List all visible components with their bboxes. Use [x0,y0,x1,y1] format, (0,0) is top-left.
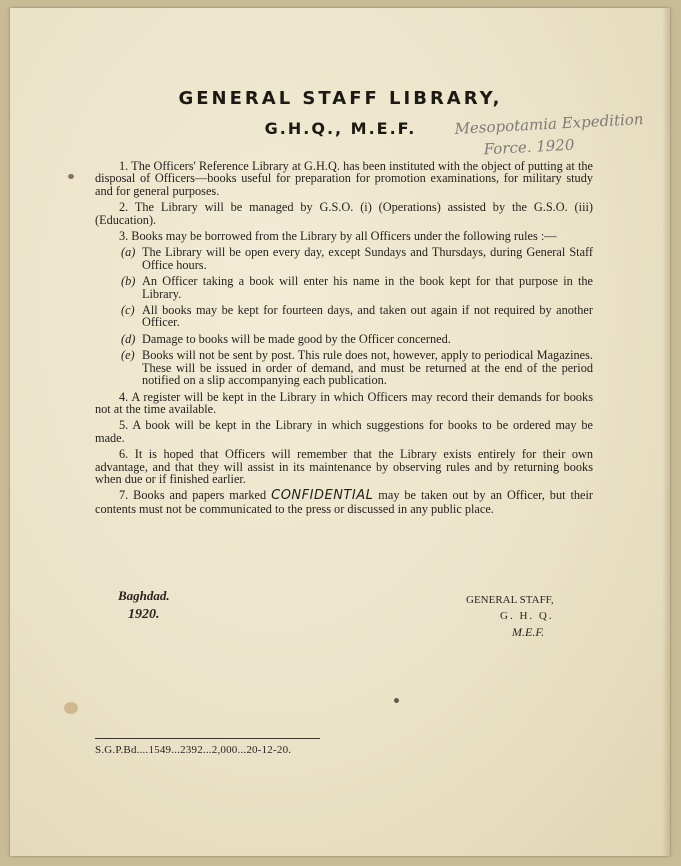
rule-c [95,304,593,329]
confidential-marking: CONFIDENTIAL [271,488,374,504]
place-year: 1920. [128,607,160,622]
paragraph-7-end: may be taken out by an Officer, but their contents must not be communicated to the press or discussed in any public place. [95,488,593,516]
rule-text: Damage to books will be made good by the Officer concerned. [142,331,451,346]
document-subtitle: G.H.Q., M.E.F. [264,119,417,138]
rule-text: An Officer taking a book will enter his name in the book kept for that purpose in the Library. [142,274,593,301]
rule-label: (a) [121,245,136,260]
rule-text: Books will not be sent by post. This rule does not, however, apply to periodical Magazines. These will be issued in order of demand, and must be returned at the end of the period notified on a slip accompanying each publication. [142,348,593,388]
rule-label: (b) [121,274,136,289]
paragraph-1: 1. The Officers' Reference Library at G.H.Q. has been instituted with the object of putting at the disposal of Officers—books useful for preparation for promotion examinations, for military study and for general purposes. [95,159,593,198]
rule-b [95,275,593,300]
foxing-spot [64,702,78,714]
paragraph-2: 2. The Library will be managed by G.S.O. (i) (Operations) assisted by the G.S.O. (iii) (Education). [95,200,593,227]
paragraph-3: 3. Books may be borrowed from the Library by all Officers under the following rules :— [119,229,557,244]
rule-text: The Library will be open every day, except Sundays and Thursdays, during General Staff Office hours. [142,245,593,272]
signature-line-3: M.E.F. [512,625,545,639]
rule-label: (c) [121,303,135,318]
document-body [95,160,593,519]
footer-rule [95,738,320,739]
paragraph-4: 4. A register will be kept in the Library in which Officers may record their demands for books not at the time available. [95,389,593,416]
handwritten-line-2: Force. 1920 [483,135,575,159]
paragraph-7-start: 7. Books and papers marked [119,488,267,503]
signature-line-1: GENERAL STAFF, [466,594,554,606]
rule-label: (d) [121,331,136,346]
rule-label: (e) [121,348,135,363]
signature-block [466,592,554,640]
ink-spot [68,174,74,179]
rule-d [95,333,593,345]
rule-text: All books may be kept for fourteen days, and taken out again if not required by another Officer. [142,303,593,330]
place-and-date [118,586,170,624]
print-code: S.G.P.Bd....1549...2392...2,000...20-12-20. [95,744,292,756]
rule-a [95,246,593,271]
place-city: Baghdad. [118,588,170,603]
document-title: GENERAL STAFF LIBRARY, [178,88,503,109]
ink-spot [394,698,399,703]
handwritten-line-1: Mesopotamia Expedition [454,110,644,138]
paragraph-5: 5. A book will be kept in the Library in which suggestions for books to be ordered may be made. [95,418,593,445]
rule-e [95,349,593,386]
paragraph-7 [95,489,593,515]
signature-line-2: G. H. Q. [500,610,554,622]
paragraph-6: 6. It is hoped that Officers will remember that the Library exists entirely for their own advantage, and that they will assist in its maintenance by observing rules and by returning books when due or if finished earlier. [95,447,593,486]
